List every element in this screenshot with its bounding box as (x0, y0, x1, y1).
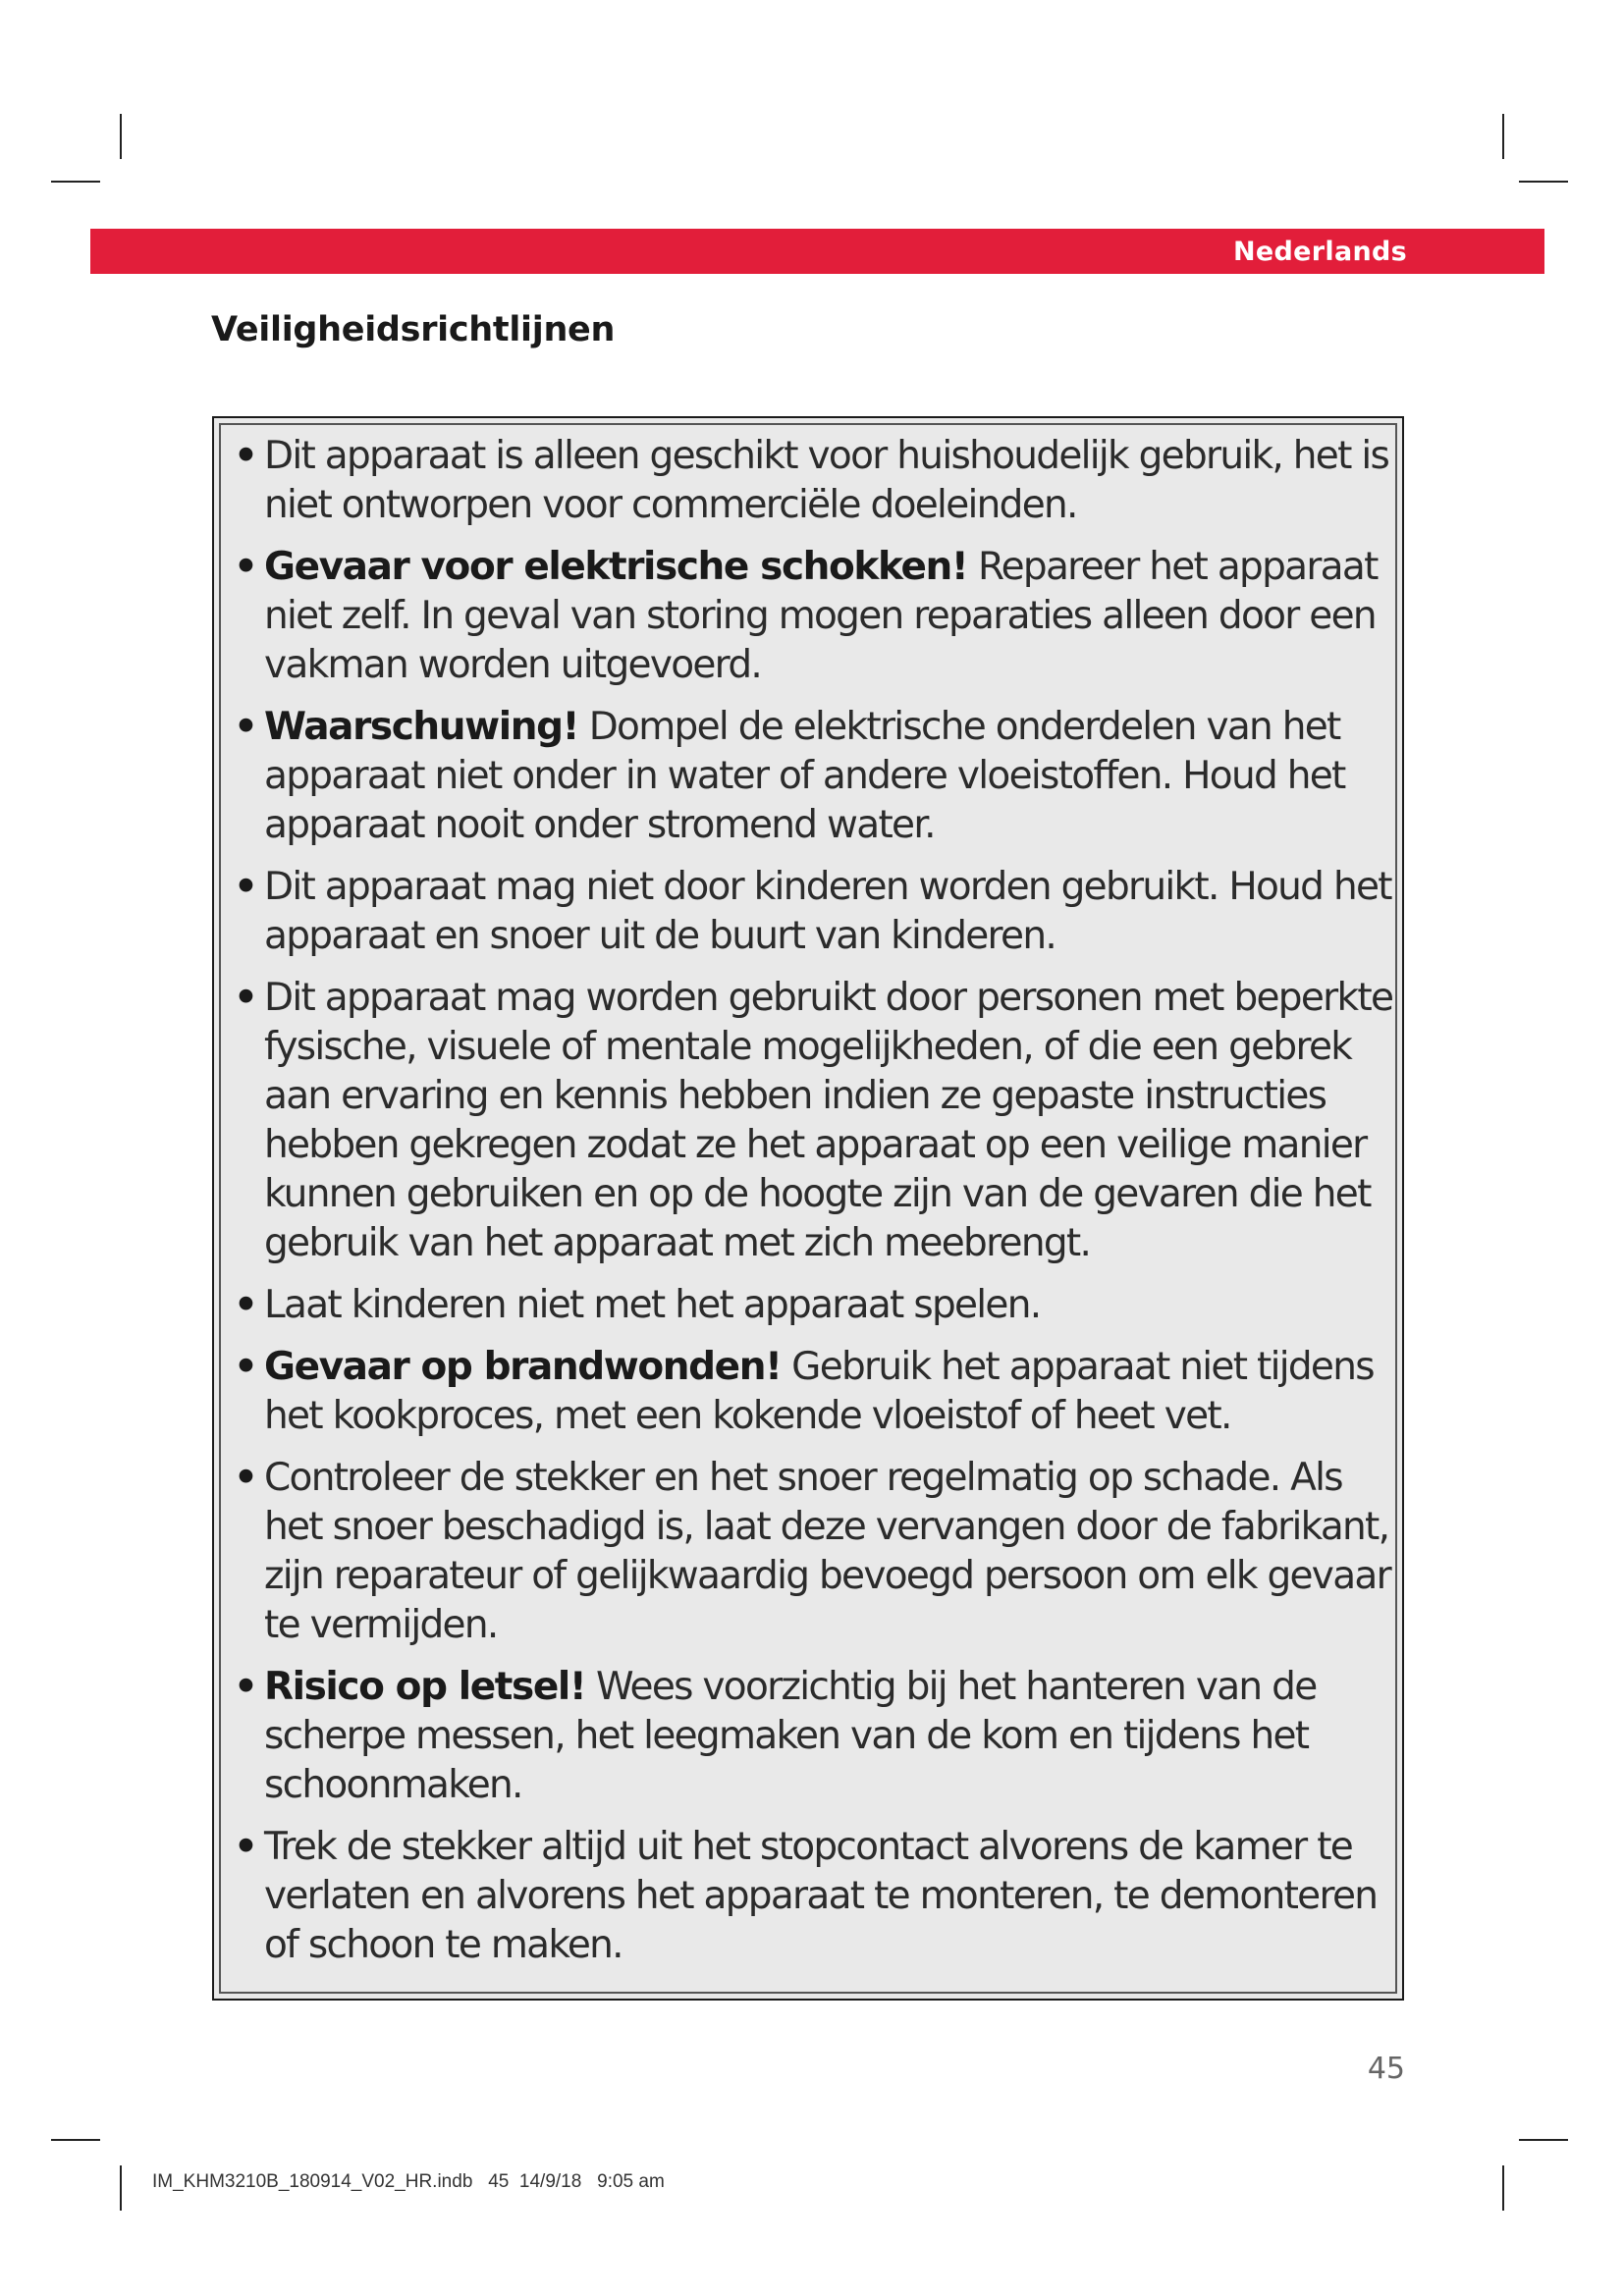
safety-item (234, 543, 1394, 690)
crop-mark-top-left-vertical (120, 114, 122, 159)
item-text: Gebruik het apparaat niet tijdens het kookproces, met een kokende vloeistof of heet vet. (264, 1345, 1374, 1438)
bullet: • (234, 545, 257, 589)
language-header-bar (90, 229, 1544, 274)
bullet: • (234, 1283, 257, 1327)
crop-mark-bottom-right-horizontal (1519, 2139, 1568, 2141)
warning-label: Waarschuwing! (264, 705, 579, 749)
safety-item (234, 703, 1394, 850)
safety-item (234, 974, 1394, 1268)
safety-item (234, 432, 1394, 530)
safety-item (234, 863, 1394, 961)
language-label: Nederlands (1233, 237, 1407, 267)
item-text: Controleer de stekker en het snoer regelmatig op schade. Als het snoer beschadigd is, laat deze vervangen door de fabrikant, zijn reparateur of gelijkwaardig bevoegd persoon om elk gevaar te vermijden. (264, 1456, 1390, 1647)
item-text: Dompel de elektrische onderdelen van het apparaat niet onder in water of andere vloeistoffen. Houd het apparaat nooit onder stromend water. (264, 705, 1345, 847)
page-number: 45 (1367, 2052, 1405, 2086)
item-text: Dit apparaat mag worden gebruikt door personen met beperkte fysische, visuele of mentale mogelijkheden, of die een gebrek aan ervaring en kennis hebben indien ze gepaste instructies hebben gekregen zodat ze het apparaat op een veilige manier kunnen gebruiken en op de hoogte zijn van de gevaren die het gebruik van het apparaat met zich meebrengt. (264, 976, 1393, 1265)
print-slug: IM_KHM3210B_180914_V02_HR.indb 45 14/9/18 9:05 am (152, 2171, 665, 2192)
bullet: • (234, 1345, 257, 1389)
crop-mark-bottom-left-horizontal (51, 2139, 100, 2141)
bullet: • (234, 1456, 257, 1500)
safety-item (234, 1823, 1394, 1970)
item-text: Trek de stekker altijd uit het stopcontact alvorens de kamer te verlaten en alvorens het apparaat te monteren, te demonteren of schoon te maken. (264, 1825, 1378, 1967)
safety-item (234, 1663, 1394, 1810)
safety-item (234, 1343, 1394, 1441)
warning-label: Gevaar op brandwonden! (264, 1345, 782, 1389)
bullet: • (234, 976, 257, 1020)
warning-label: Risico op letsel! (264, 1665, 586, 1709)
safety-item (234, 1454, 1394, 1650)
crop-mark-bottom-right-vertical (1502, 2165, 1504, 2211)
bullet: • (234, 1665, 257, 1709)
safety-item (234, 1281, 1394, 1330)
item-text: Laat kinderen niet met het apparaat spelen. (264, 1283, 1041, 1327)
safety-instructions-box (212, 416, 1404, 2001)
crop-mark-bottom-left-vertical (120, 2165, 122, 2211)
crop-mark-top-right-vertical (1502, 114, 1504, 159)
item-text: Repareer het apparaat niet zelf. In geval van storing mogen reparaties alleen door een vakman worden uitgevoerd. (264, 545, 1378, 687)
warning-label: Gevaar voor elektrische schokken! (264, 545, 968, 589)
item-text: Dit apparaat mag niet door kinderen worden gebruikt. Houd het apparaat en snoer uit de buurt van kinderen. (264, 865, 1391, 958)
crop-mark-top-left-horizontal (51, 181, 100, 183)
bullet: • (234, 1825, 257, 1869)
item-text: Wees voorzichtig bij het hanteren van de scherpe messen, het leegmaken van de kom en tijdens het schoonmaken. (264, 1665, 1317, 1807)
bullet: • (234, 865, 257, 909)
bullet: • (234, 434, 257, 478)
item-text: Dit apparaat is alleen geschikt voor huishoudelijk gebruik, het is niet ontworpen voor commerciële doeleinden. (264, 434, 1389, 527)
bullet: • (234, 705, 257, 749)
section-title: Veiligheidsrichtlijnen (211, 310, 616, 349)
crop-mark-top-right-horizontal (1519, 181, 1568, 183)
safety-list (214, 418, 1402, 1970)
